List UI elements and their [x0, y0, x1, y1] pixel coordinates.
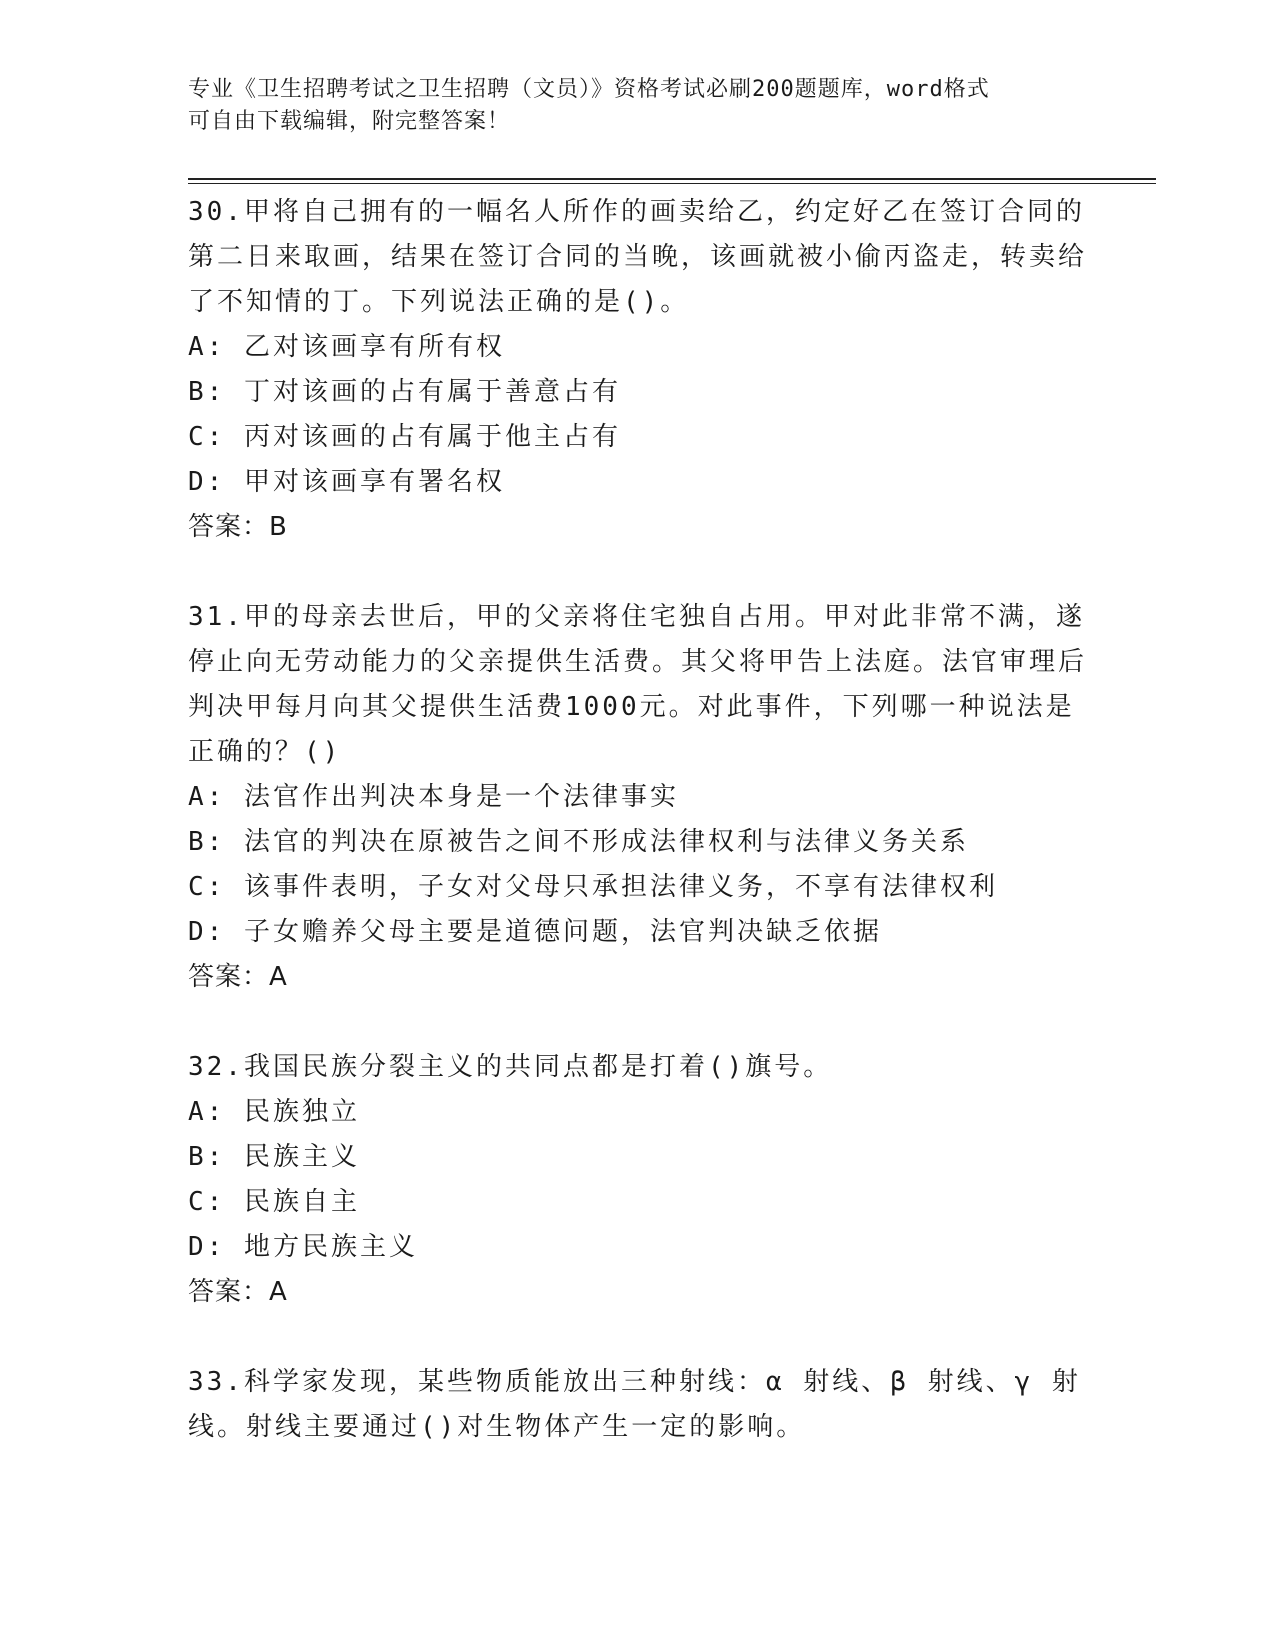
question-text: 33.科学家发现，某些物质能放出三种射线：α 射线、β 射线、γ 射线。射线主要通过()对生物体产生一定的影响。	[188, 1367, 1081, 1442]
question-33	[188, 1360, 1088, 1450]
question-text: 30.甲将自己拥有的一幅名人所作的画卖给乙，约定好乙在签订合同的第二日来取画，结果在签订合同的当晚，该画就被小偷丙盗走，转卖给了不知情的丁。下列说法正确的是()。	[188, 197, 1088, 317]
option-b: B: 法官的判决在原被告之间不形成法律权利与法律义务关系	[188, 827, 969, 857]
option-a: A: 乙对该画享有所有权	[188, 332, 505, 362]
option-c: C: 丙对该画的占有属于他主占有	[188, 422, 621, 452]
option-a: A: 民族独立	[188, 1097, 360, 1127]
header-line-1: 专业《卫生招聘考试之卫生招聘（文员）》资格考试必刷200题题库，word格式	[188, 77, 990, 102]
option-c: C: 民族自主	[188, 1187, 360, 1217]
header-line-2: 可自由下载编辑，附完整答案！	[188, 109, 511, 134]
header-divider-thick	[188, 178, 1156, 180]
option-d: D: 子女赡养父母主要是道德问题，法官判决缺乏依据	[188, 917, 882, 947]
question-text: 32.我国民族分裂主义的共同点都是打着()旗号。	[188, 1052, 833, 1082]
answer: 答案：B	[188, 512, 288, 542]
question-31	[188, 595, 1088, 1000]
question-30	[188, 190, 1088, 550]
option-c: C: 该事件表明，子女对父母只承担法律义务，不享有法律权利	[188, 872, 998, 902]
answer: 答案：A	[188, 962, 288, 992]
question-32	[188, 1045, 1088, 1315]
option-b: B: 丁对该画的占有属于善意占有	[188, 377, 621, 407]
option-d: D: 地方民族主义	[188, 1232, 418, 1262]
document-header	[188, 74, 1088, 138]
header-divider-thin	[188, 183, 1156, 184]
option-b: B: 民族主义	[188, 1142, 360, 1172]
question-list	[188, 190, 1088, 1495]
question-text: 31.甲的母亲去世后，甲的父亲将住宅独自占用。甲对此非常不满，遂停止向无劳动能力的父亲提供生活费。其父将甲告上法庭。法官审理后判决甲每月向其父提供生活费1000元。对此事件，下列哪一种说法是正确的？()	[188, 602, 1088, 767]
option-d: D: 甲对该画享有署名权	[188, 467, 505, 497]
answer: 答案：A	[188, 1277, 288, 1307]
option-a: A: 法官作出判决本身是一个法律事实	[188, 782, 679, 812]
